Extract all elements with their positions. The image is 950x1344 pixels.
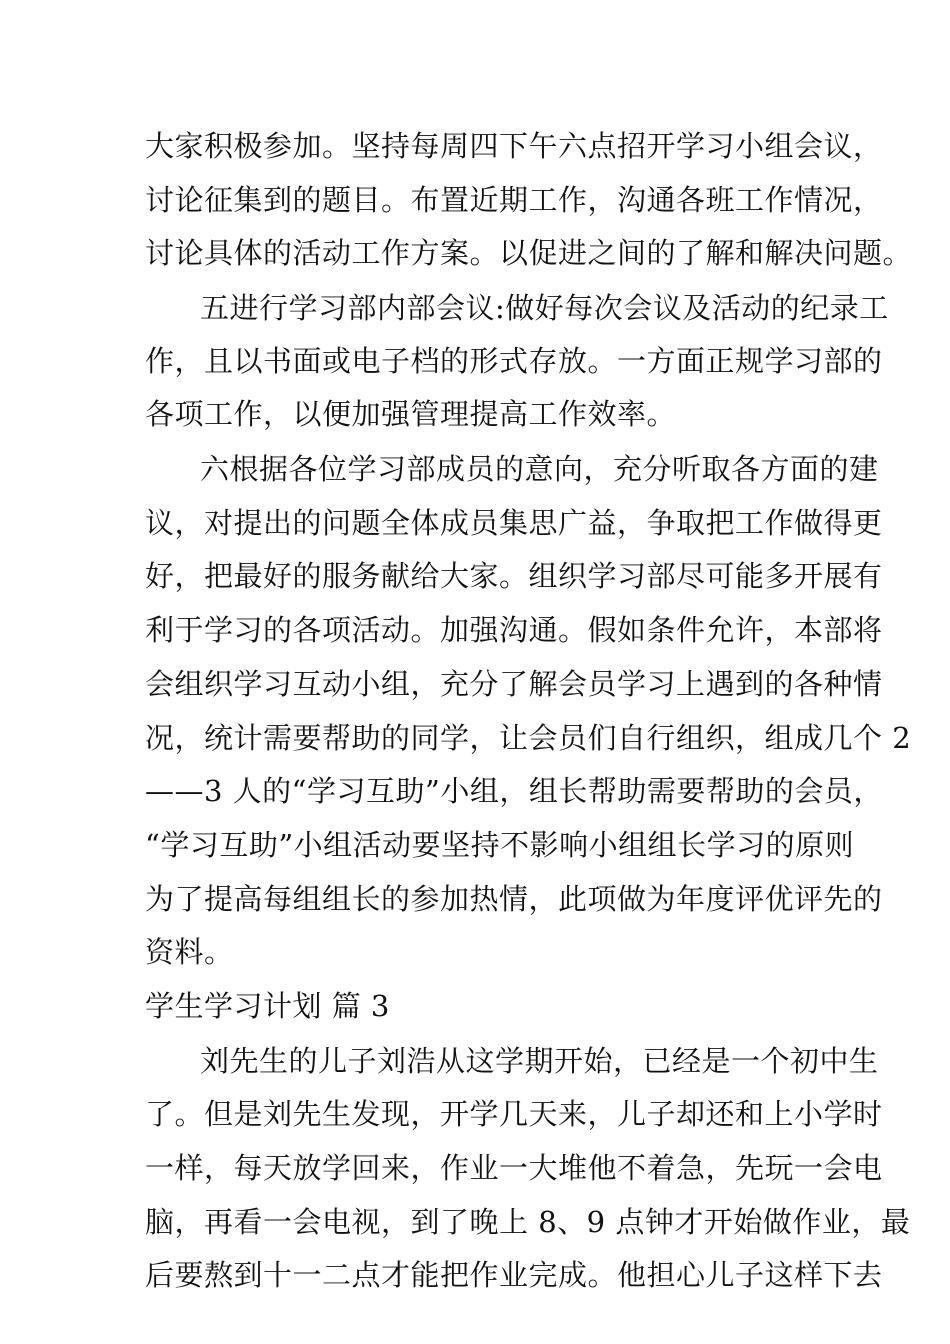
- text-line: 资料。: [145, 935, 234, 969]
- text-line: 脑，再看一会电视，到了晚上 8、9 点钟才开始做作业，最: [145, 1205, 911, 1239]
- text-line: “学习互助”小组活动要坚持不影响小组组长学习的原则: [145, 828, 855, 862]
- paragraph-start-line: 刘先生的儿子刘浩从这学期开始，已经是一个初中生: [200, 1044, 879, 1078]
- text-line: ——3 人的“学习互助”小组，组长帮助需要帮助的会员，: [145, 774, 883, 808]
- text-line: 为了提高每组组长的参加热情，此项做为年度评优评先的: [145, 882, 883, 916]
- text-line: 后要熬到十一二点才能把作业完成。他担心儿子这样下去: [145, 1258, 883, 1292]
- text-line: 讨论征集到的题目。布置近期工作，沟通各班工作情况，: [145, 183, 883, 217]
- text-line: 会组织学习互动小组，充分了解会员学习上遇到的各种情: [145, 667, 883, 701]
- text-line: 利于学习的各项活动。加强沟通。假如条件允许，本部将: [145, 613, 883, 647]
- text-line: 作，且以书面或电子档的形式存放。一方面正规学习部的: [145, 344, 883, 378]
- text-line: 一样，每天放学回来，作业一大堆他不着急，先玩一会电: [145, 1151, 883, 1185]
- text-line: 各项工作，以便加强管理提高工作效率。: [145, 397, 677, 431]
- paragraph-start-line: 六根据各位学习部成员的意向，充分听取各方面的建: [200, 452, 879, 486]
- text-line: 况，统计需要帮助的同学，让会员们自行组织，组成几个 2: [145, 721, 912, 755]
- text-line: 议，对提出的问题全体成员集思广益，争取把工作做得更: [145, 506, 883, 540]
- text-line: 讨论具体的活动工作方案。以促进之间的了解和解决问题。: [145, 236, 913, 270]
- text-line: 好，把最好的服务献给大家。组织学习部尽可能多开展有: [145, 559, 883, 593]
- text-line: 大家积极参加。坚持每周四下午六点招开学习小组会议，: [145, 129, 883, 163]
- paragraph-start-line: 五进行学习部内部会议:做好每次会议及活动的纪录工: [200, 291, 889, 325]
- text-line: 了。但是刘先生发现，开学几天来，儿子却还和上小学时: [145, 1097, 883, 1131]
- section-heading: 学生学习计划 篇 3: [145, 989, 390, 1023]
